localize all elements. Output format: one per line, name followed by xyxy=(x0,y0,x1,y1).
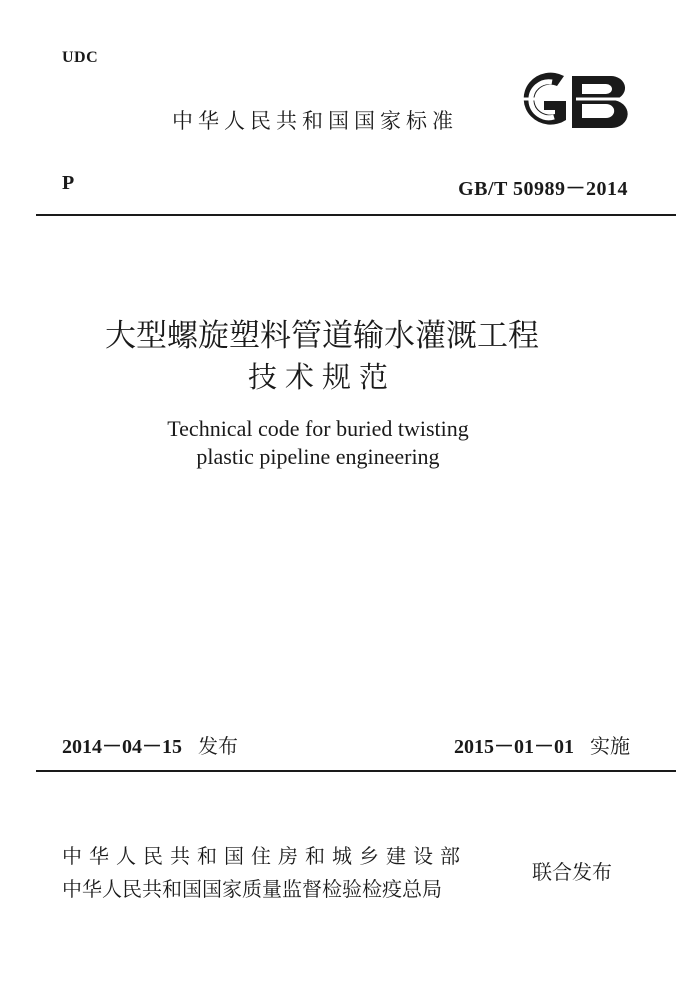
issue-date-line xyxy=(62,730,238,759)
udc-label: UDC xyxy=(62,49,99,66)
joint-issue-label: 联合发布 xyxy=(532,860,612,884)
standard-number: GB/T 50989－2014 xyxy=(458,178,628,200)
title-english-line1: Technical code for buried twisting xyxy=(167,416,469,441)
gb-logo xyxy=(512,70,630,134)
issue-date: 2014－04－15 xyxy=(62,736,182,758)
top-divider xyxy=(36,214,676,216)
implementation-date: 2015－01－01 xyxy=(454,736,574,758)
bottom-divider xyxy=(36,770,676,772)
issuer-ministry-housing: 中华人民共和国住房和城乡建设部 xyxy=(62,844,467,868)
implementation-date-line xyxy=(454,730,630,759)
category-code: P xyxy=(62,172,75,194)
gb-logo-icon xyxy=(512,70,630,134)
national-standard-heading: 中华人民共和国国家标准 xyxy=(172,109,458,133)
title-english-line2: plastic pipeline engineering xyxy=(196,444,440,469)
title-chinese-line2: 技术规范 xyxy=(247,362,396,394)
issue-label: 发布 xyxy=(198,734,238,758)
implementation-label: 实施 xyxy=(590,734,630,758)
issuer-aqsiq: 中华人民共和国国家质量监督检验检疫总局 xyxy=(62,877,442,901)
title-chinese-line1: 大型螺旋塑料管道输水灌溉工程 xyxy=(105,318,539,353)
